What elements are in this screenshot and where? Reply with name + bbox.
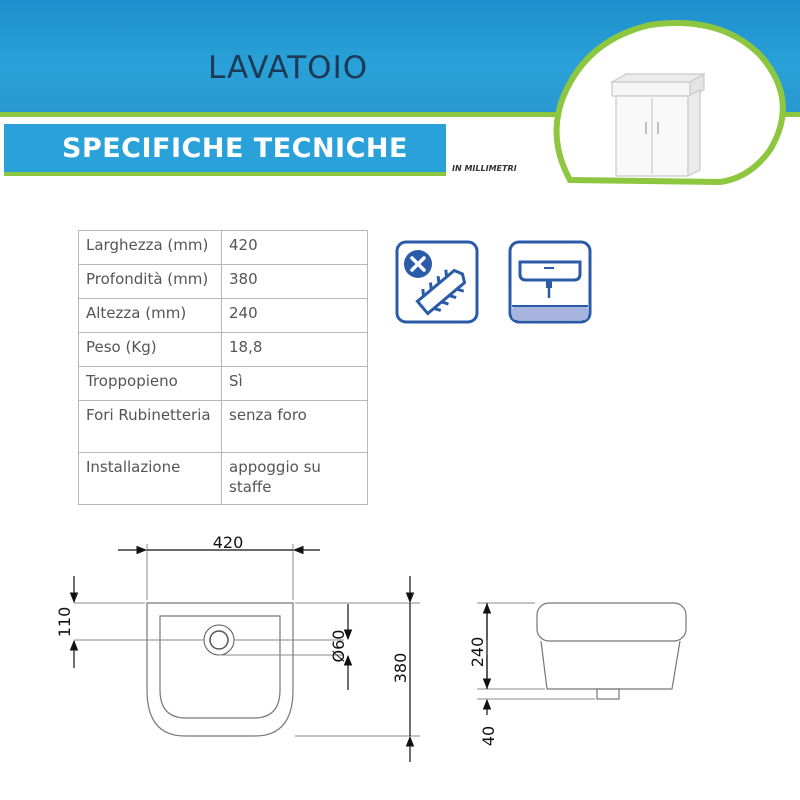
top-view xyxy=(74,544,420,736)
spec-label: Troppopieno xyxy=(79,367,222,401)
width-label: 420 xyxy=(212,533,244,552)
offset-label: 110 xyxy=(55,606,74,638)
product-title: LAVATOIO xyxy=(208,50,369,86)
side-view xyxy=(537,603,686,699)
height-label: 240 xyxy=(468,636,487,668)
depth-label: 380 xyxy=(391,652,410,684)
spec-label: Installazione xyxy=(79,453,222,505)
spec-value: appoggio su staffe xyxy=(222,453,368,505)
spec-label: Altezza (mm) xyxy=(79,299,222,333)
spec-value: senza foro xyxy=(222,401,368,453)
drain-height-label: 40 xyxy=(479,725,498,747)
spec-value: 240 xyxy=(222,299,368,333)
side-extension-lines xyxy=(477,603,595,699)
spec-value: 420 xyxy=(222,231,368,265)
spec-label: Profondità (mm) xyxy=(79,265,222,299)
section-title: SPECIFICHE TECNICHE xyxy=(62,133,408,164)
spec-value: 18,8 xyxy=(222,333,368,367)
drain-diameter-label: Ø60 xyxy=(329,629,348,663)
spec-label: Larghezza (mm) xyxy=(79,231,222,265)
unit-note: IN MILLIMETRI xyxy=(452,164,517,173)
spec-value: 380 xyxy=(222,265,368,299)
spec-label: Fori Rubinetteria xyxy=(79,401,222,453)
spec-label: Peso (Kg) xyxy=(79,333,222,367)
spec-value: Sì xyxy=(222,367,368,401)
